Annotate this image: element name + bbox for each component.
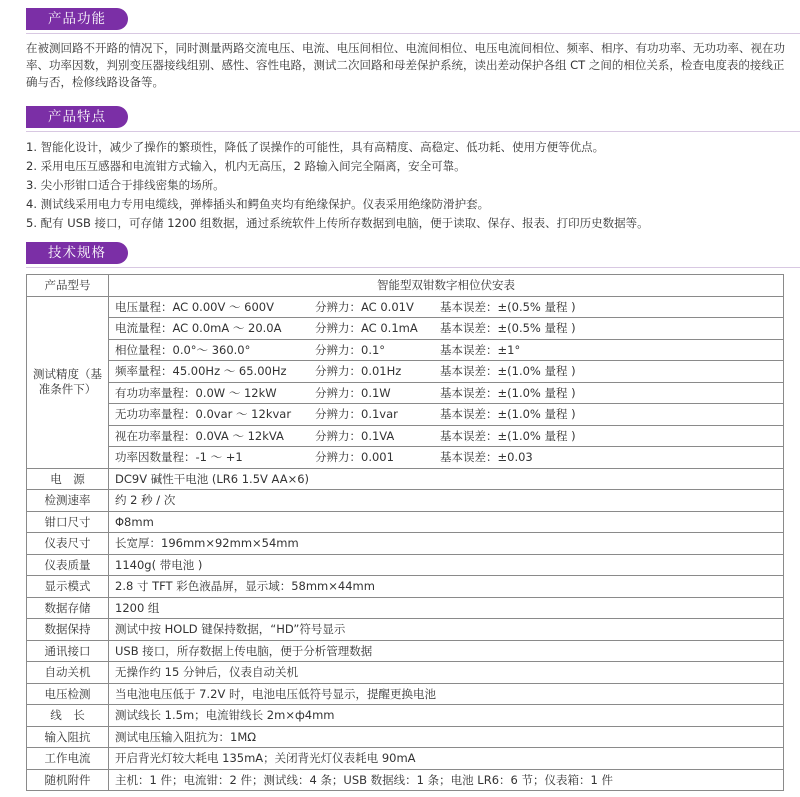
range-text: 无功功率量程：0.0var ～ 12kvar — [115, 407, 292, 422]
range-text: 相位量程：0.0°～ 360.0° — [115, 342, 251, 357]
features-list — [26, 138, 786, 233]
range-text: 电流量程：AC 0.0mA ～ 20.0A — [115, 321, 282, 336]
spec-table — [26, 274, 784, 791]
precision-cell — [109, 447, 784, 469]
spec-value: 长宽厚：196mm×92mm×54mm — [109, 533, 784, 555]
table-row — [27, 683, 784, 705]
model-label: 产品型号 — [27, 275, 109, 297]
resolution-text: 分辨力：0.001 — [315, 450, 394, 465]
error-text: 基本误差：±(0.5% 量程 ) — [440, 321, 576, 336]
range-text: 视在功率量程：0.0VA ～ 12kVA — [115, 428, 284, 443]
spec-label: 输入阻抗 — [27, 726, 109, 748]
resolution-text: 分辨力：AC 0.1mA — [315, 321, 418, 336]
spec-value: DC9V 碱性干电池 (LR6 1.5V AA×6) — [109, 468, 784, 490]
error-text: 基本误差：±0.03 — [440, 450, 533, 465]
resolution-text: 分辨力：0.1VA — [315, 428, 395, 443]
table-row — [27, 662, 784, 684]
spec-value: Φ8mm — [109, 511, 784, 533]
precision-cell — [109, 296, 784, 318]
resolution-text: 分辨力：0.1W — [315, 385, 391, 400]
table-row — [27, 382, 784, 404]
precision-cell — [109, 404, 784, 426]
table-row — [27, 769, 784, 791]
table-row — [27, 318, 784, 340]
spec-value: 2.8 寸 TFT 彩色液晶屏，显示域：58mm×44mm — [109, 576, 784, 598]
table-row — [27, 576, 784, 598]
section-title-spec: 技术规格 — [26, 242, 128, 264]
spec-label: 线 长 — [27, 705, 109, 727]
spec-value: 无操作约 15 分钟后，仪表自动关机 — [109, 662, 784, 684]
table-row — [27, 468, 784, 490]
error-text: 基本误差：±(1.0% 量程 ) — [440, 364, 576, 379]
spec-label: 仪表质量 — [27, 554, 109, 576]
spec-label: 工作电流 — [27, 748, 109, 770]
table-row — [27, 490, 784, 512]
table-row — [27, 296, 784, 318]
feature-item: 4. 测试线采用电力专用电缆线，弹棒插头和鳄鱼夹均有绝缘保护。仪表采用绝缘防滑护套。 — [26, 197, 490, 211]
spec-value: 1140g( 带电池 ) — [109, 554, 784, 576]
error-text: 基本误差：±(1.0% 量程 ) — [440, 428, 576, 443]
resolution-text: 分辨力：0.1var — [315, 407, 398, 422]
precision-cell — [109, 318, 784, 340]
table-row — [27, 554, 784, 576]
spec-label: 仪表尺寸 — [27, 533, 109, 555]
precision-cell — [109, 339, 784, 361]
spec-value: 测试中按 HOLD 键保持数据，“HD”符号显示 — [109, 619, 784, 641]
table-row — [27, 339, 784, 361]
table-row — [27, 619, 784, 641]
table-row — [27, 361, 784, 383]
table-row — [27, 748, 784, 770]
spec-value: 开启背光灯较大耗电 135mA；关闭背光灯仪表耗电 90mA — [109, 748, 784, 770]
spec-label: 数据保持 — [27, 619, 109, 641]
model-value: 智能型双钳数字相位伏安表 — [109, 275, 784, 297]
spec-value: 当电池电压低于 7.2V 时，电池电压低符号显示，提醒更换电池 — [109, 683, 784, 705]
table-row — [27, 275, 784, 297]
precision-cell — [109, 382, 784, 404]
spec-label: 自动关机 — [27, 662, 109, 684]
error-text: 基本误差：±(0.5% 量程 ) — [440, 299, 576, 314]
spec-value: 约 2 秒 / 次 — [109, 490, 784, 512]
table-row — [27, 404, 784, 426]
feature-item: 2. 采用电压互感器和电流钳方式输入，机内无高压，2 路输入间完全隔离，安全可靠。 — [26, 159, 466, 173]
resolution-text: 分辨力：AC 0.01V — [315, 299, 414, 314]
spec-value: 测试线长 1.5m；电流钳线长 2m×ф4mm — [109, 705, 784, 727]
table-row — [27, 511, 784, 533]
section-title-features: 产品特点 — [26, 106, 128, 128]
spec-value: 测试电压输入阻抗为：1MΩ — [109, 726, 784, 748]
feature-item: 5. 配有 USB 接口，可存储 1200 组数据，通过系统软件上传所存数据到电脑，便于读取、保存、报表、打印历史数据等。 — [26, 216, 649, 230]
spec-label: 显示模式 — [27, 576, 109, 598]
table-row — [27, 533, 784, 555]
resolution-text: 分辨力：0.1° — [315, 342, 386, 357]
feature-item: 3. 尖小形钳口适合于排线密集的场所。 — [26, 178, 225, 192]
spec-label: 检测速率 — [27, 490, 109, 512]
spec-label: 随机附件 — [27, 769, 109, 791]
table-row — [27, 640, 784, 662]
precision-cell — [109, 425, 784, 447]
spec-label: 钳口尺寸 — [27, 511, 109, 533]
table-row — [27, 447, 784, 469]
section-title-function: 产品功能 — [26, 8, 128, 30]
spec-value: USB 接口，所存数据上传电脑，便于分析管理数据 — [109, 640, 784, 662]
spec-label: 通讯接口 — [27, 640, 109, 662]
precision-label: 测试精度（基准条件下） — [27, 296, 109, 468]
spec-label: 电 源 — [27, 468, 109, 490]
spec-value: 1200 组 — [109, 597, 784, 619]
range-text: 有功功率量程：0.0W ～ 12kW — [115, 385, 277, 400]
range-text: 频率量程：45.00Hz ～ 65.00Hz — [115, 364, 287, 379]
table-row — [27, 597, 784, 619]
error-text: 基本误差：±(1.0% 量程 ) — [440, 385, 576, 400]
spec-value: 主机：1 件；电流钳：2 件；测试线：4 条；USB 数据线：1 条；电池 LR6：6 节；仪表箱：1 件 — [109, 769, 784, 791]
error-text: 基本误差：±(1.0% 量程 ) — [440, 407, 576, 422]
feature-item: 1. 智能化设计，减少了操作的繁琐性，降低了误操作的可能性，具有高精度、高稳定、低功耗、使用方便等优点。 — [26, 140, 605, 154]
table-row — [27, 425, 784, 447]
table-row — [27, 705, 784, 727]
resolution-text: 分辨力：0.01Hz — [315, 364, 402, 379]
spec-label: 数据存储 — [27, 597, 109, 619]
table-row — [27, 726, 784, 748]
range-text: 电压量程：AC 0.00V ～ 600V — [115, 299, 274, 314]
error-text: 基本误差：±1° — [440, 342, 521, 357]
precision-cell — [109, 361, 784, 383]
range-text: 功率因数量程：-1 ～ +1 — [115, 450, 243, 465]
spec-label: 电压检测 — [27, 683, 109, 705]
function-description: 在被测回路不开路的情况下，同时测量两路交流电压、电流、电压间相位、电流间相位、电压电流间相位、频率、相序、有功功率、无功功率、视在功率、功率因数，判别变压器接线组别、感性、容性电路，测试二次回路和母差保护系统，读出差动保护各组 CT 之间的相位关系，检查电度表的接线正确与否，检修线路设备等。 — [26, 41, 785, 89]
